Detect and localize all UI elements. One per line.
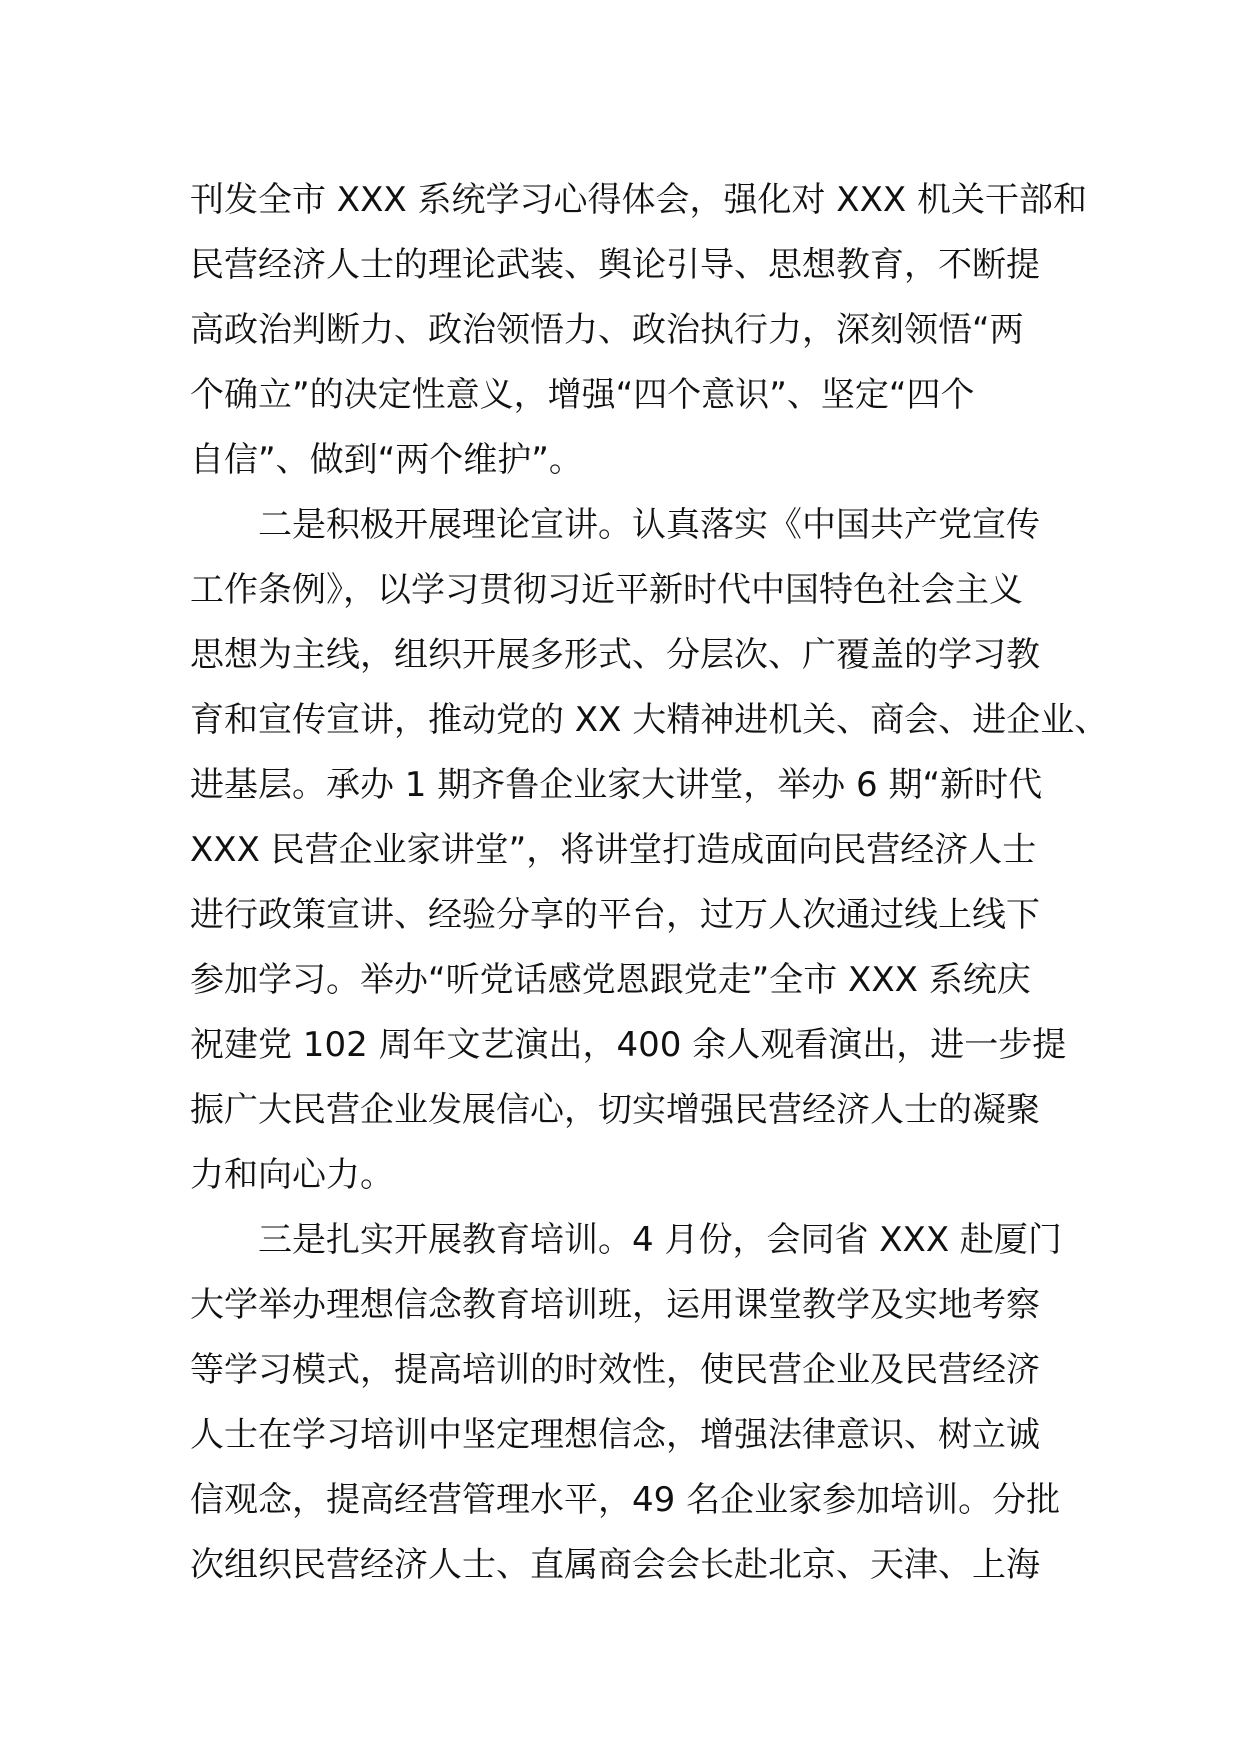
text-line: 进行政策宣讲、经验分享的平台，过万人次通过线上线下 bbox=[190, 895, 1040, 935]
text-line: 人士在学习培训中坚定理想信念，增强法律意识、树立诚 bbox=[190, 1415, 1040, 1455]
text-line: 次组织民营经济人士、直属商会会长赴北京、天津、上海 bbox=[190, 1545, 1040, 1585]
text-line: 个确立”的决定性意义，增强“四个意识”、坚定“四个 bbox=[190, 375, 975, 415]
text-line: 力和向心力。 bbox=[190, 1155, 394, 1195]
text-line: 大学举办理想信念教育培训班，运用课堂教学及实地考察 bbox=[190, 1285, 1040, 1325]
text-line: 振广大民营企业发展信心，切实增强民营经济人士的凝聚 bbox=[190, 1090, 1040, 1130]
text-line: 思想为主线，组织开展多形式、分层次、广覆盖的学习教 bbox=[190, 635, 1040, 675]
text-line: 工作条例》，以学习贯彻习近平新时代中国特色社会主义 bbox=[190, 570, 1023, 610]
paragraph-start-line: 二是积极开展理论宣讲。认真落实《中国共产党宣传 bbox=[258, 505, 1040, 545]
text-line: 刊发全市 XXX 系统学习心得体会，强化对 XXX 机关干部和 bbox=[190, 180, 1087, 220]
document-body bbox=[190, 168, 1109, 1598]
text-line: 等学习模式，提高培训的时效性，使民营企业及民营经济 bbox=[190, 1350, 1040, 1390]
text-line: 参加学习。举办“听党话感党恩跟党走”全市 XXX 系统庆 bbox=[190, 960, 1031, 1000]
text-line: 祝建党 102 周年文艺演出，400 余人观看演出，进一步提 bbox=[190, 1025, 1067, 1065]
text-line: 信观念，提高经营管理水平，49 名企业家参加培训。分批 bbox=[190, 1480, 1061, 1520]
text-line: XXX 民营企业家讲堂”，将讲堂打造成面向民营经济人士 bbox=[190, 830, 1037, 870]
text-line: 自信”、做到“两个维护”。 bbox=[190, 440, 583, 480]
text-line: 进基层。承办 1 期齐鲁企业家大讲堂，举办 6 期“新时代 bbox=[190, 765, 1043, 805]
text-line: 高政治判断力、政治领悟力、政治执行力，深刻领悟“两 bbox=[190, 310, 1024, 350]
text-line: 育和宣传宣讲，推动党的 XX 大精神进机关、商会、进企业、 bbox=[190, 700, 1109, 740]
text-line: 民营经济人士的理论武装、舆论引导、思想教育，不断提 bbox=[190, 245, 1040, 285]
paragraph-start-line: 三是扎实开展教育培训。4 月份，会同省 XXX 赴厦门 bbox=[258, 1220, 1062, 1260]
